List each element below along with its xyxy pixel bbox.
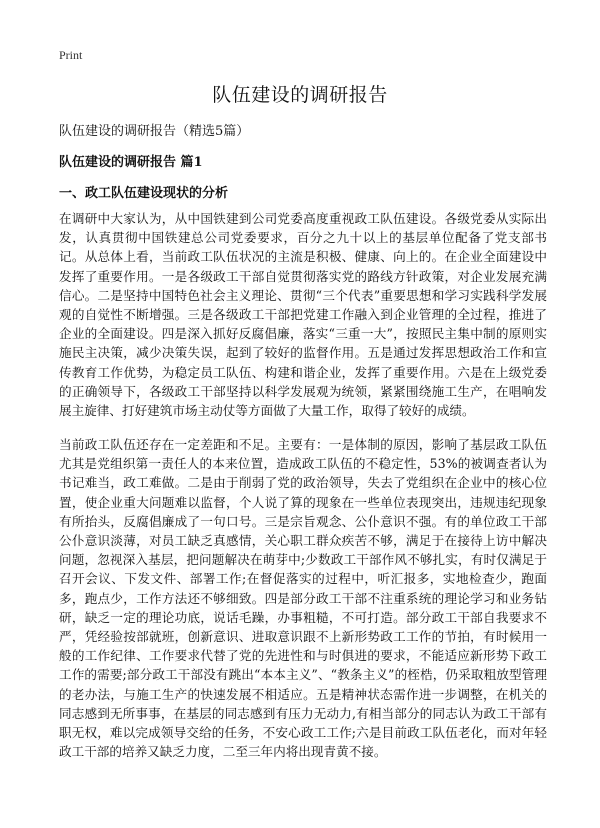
sub-heading: 一、政工队伍建设现状的分析 xyxy=(59,186,229,201)
document-subtitle: 队伍建设的调研报告（精选5篇） xyxy=(59,124,250,139)
document-title: 队伍建设的调研报告 xyxy=(212,84,388,106)
section-heading: 队伍建设的调研报告 篇1 xyxy=(59,155,203,170)
print-label: Print xyxy=(59,48,83,62)
paragraph-1: 在调研中大家认为，从中国铁建到公司党委高度重视政工队伍建设。各级党委从实际出发，认真贯彻中国铁建总公司党委要求，百分之九十以上的基层单位配备了党支部书记。从总体上看，当前政工队伍状况的主流是积极、健康、向上的。在企业全面建设中发挥了重要作用。一是各级政工干部自觉贯彻落实党的路线方针政策，对企业发展充满信心。二是坚持中国特色社会主义理论、贯彻“三个代表”重要思想和学习实践科学发展观的自觉性不断增强。三是各级政工干部把党建工作融入到企业管理的全过程，推进了企业的全面建设。四是深入抓好反腐倡廉，落实“三重一大”，按照民主集中制的原则实施民主决策，减少决策失误，起到了较好的监督作用。五是通过发挥思想政治工作和宣传教育工作优势，为稳定员工队伍、构建和谐企业，发挥了重要作用。六是在上级党委的正确领导下，各级政工干部坚持以科学发展观为统领，紧紧围绕施工生产，在唱响发展主旋律、打好建筑市场主动仗等方面做了大量工作，取得了较好的成绩。 xyxy=(59,211,547,419)
paragraph-2: 当前政工队伍还存在一定差距和不足。主要有：一是体制的原因，影响了基层政工队伍尤其是党组织第一责任人的本来位置，造成政工队伍的不稳定性，53%的被调查者认为书记难当，政工难做。二是由于削弱了党的政治领导，失去了党组织在企业中的核心位置，使企业重大问题难以监督，个人说了算的现象在一些单位表现突出，违规违纪现象有所抬头，反腐倡廉成了一句口号。三是宗旨观念、公仆意识不强。有的单位政工干部公仆意识淡薄，对员工缺乏真感情，关心职工群众疾苦不够，满足于在接待上访中解决问题，忽视深入基层，把问题解决在萌芽中;少数政工干部作风不够扎实，有时仅满足于召开会议、下发文件、部署工作;在督促落实的过程中，听汇报多，实地检查少，跑面多，跑点少，工作方法还不够细致。四是部分政工干部不注重系统的理论学习和业务钻研，缺乏一定的理论功底，说话毛躁，办事粗糙，不可打造。部分政工干部自我要求不严，凭经验按部就班，创新意识、进取意识跟不上新形势政工工作的节拍，有时候用一般的工作纪律、工作要求代替了党的先进性和与时俱进的要求，不能适应新形势下政工工作的需要;部分政工干部没有跳出“本本主义”、“教条主义”的桎梏，仍采取粗放型管理的老办法，与施工生产的快速发展不相适应。五是精神状态需作进一步调整，在机关的同志感到无所事事，在基层的同志感到有压力无动力,有相当部分的同志认为政工干部有职无权，难以完成领导交给的任务，不安心政工工作;六是目前政工队伍老化，而对年轻政工干部的培养又缺乏力度，二至三年内将出现青黄不接。 xyxy=(59,437,547,760)
